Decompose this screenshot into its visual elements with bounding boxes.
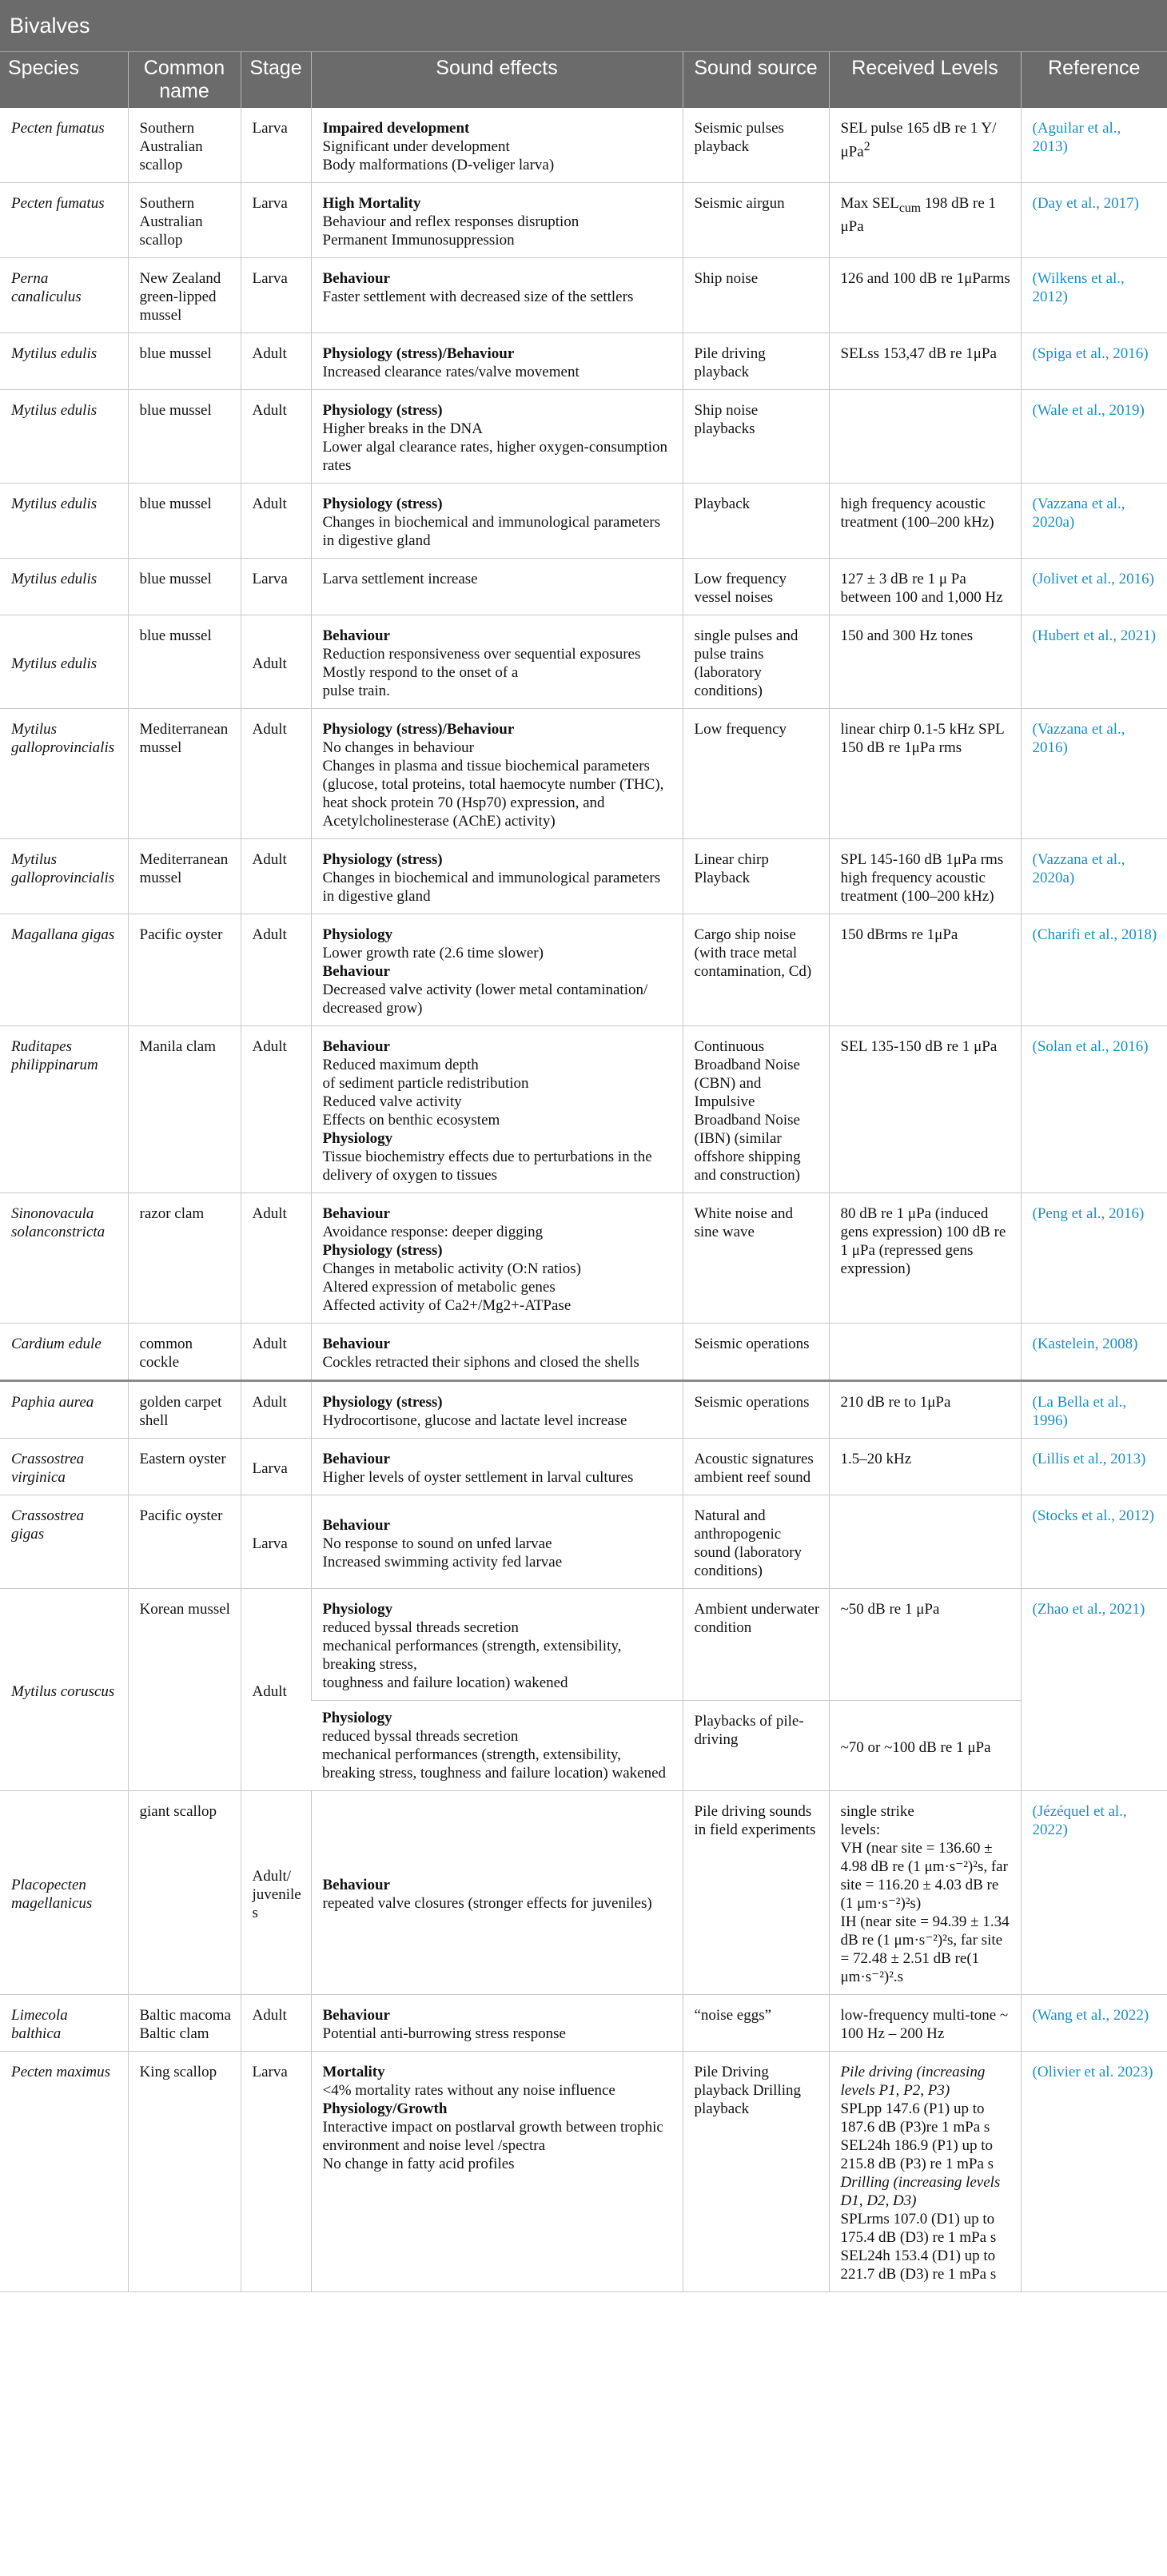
received-levels-cell-line: IH (near site = 94.39 ± 1.34 dB re (1 μm·s⁻²)²s, far site = 72.48 ± 2.51 dB re(1 μm·s⁻²)².s (840, 1913, 1010, 1985)
sound-effects-cell (311, 183, 683, 258)
species-cell: Mytilus coruscus (0, 1589, 128, 1791)
reference-link[interactable]: (Jolivet et al., 2016) (1021, 559, 1167, 615)
reference-link[interactable]: (Kastelein, 2008) (1021, 1324, 1167, 1381)
sound-effects-cell (311, 1381, 683, 1439)
sound-effects-cell-line: Physiology (322, 1710, 392, 1726)
common-name-cell: Pacific oyster (128, 1495, 241, 1589)
sound-effects-cell-line: Physiology/Growth (322, 2100, 448, 2117)
species-cell: Mytilus edulis (0, 559, 128, 615)
sound-effects-cell-line: Permanent Immunosuppression (322, 232, 515, 249)
sound-effects-cell (311, 1026, 683, 1193)
received-levels-cell: ~50 dB re 1 μPa (829, 1589, 1021, 1701)
stage-cell: Larva (241, 1439, 311, 1495)
sound-effects-cell-line: Behaviour (322, 1038, 390, 1055)
species-cell: Pecten maximus (0, 2052, 128, 2292)
sound-effects-cell-line: Physiology (stress) (322, 851, 443, 868)
sound-source-cell: Linear chirp Playback (683, 839, 829, 914)
stage-cell: Larva (241, 183, 311, 258)
sound-source-cell: Ship noise playbacks (683, 390, 829, 484)
sound-source-cell: “noise eggs” (683, 1995, 829, 2052)
received-levels-cell: SELss 153,47 dB re 1μPa (829, 333, 1021, 390)
common-name-cell: Mediterranean mussel (128, 709, 241, 839)
common-name-cell: Baltic macoma Baltic clam (128, 1995, 241, 2052)
common-name-cell: blue mussel (128, 559, 241, 615)
reference-link[interactable]: (La Bella et al., 1996) (1021, 1381, 1167, 1439)
sound-effects-cell-line: Physiology (stress) (322, 402, 443, 419)
sound-source-cell: Pile driving sounds in field experiments (683, 1791, 829, 1995)
table-row (0, 1381, 1167, 1439)
sound-source-cell: Pile driving playback (683, 333, 829, 390)
received-levels-cell (829, 1791, 1021, 1995)
sound-source-cell: single pulses and pulse trains (laboratory conditions) (683, 615, 829, 709)
sound-effects-cell-line: reduced byssal threads secretion (322, 1619, 519, 1636)
table-row (0, 1791, 1167, 1995)
sound-effects-cell-line: Physiology (322, 1601, 393, 1618)
received-levels-cell (829, 1495, 1021, 1589)
sound-effects-cell-line: repeated valve closures (stronger effects for juveniles) (322, 1895, 652, 1912)
sound-effects-cell-line: High Mortality (322, 195, 421, 212)
received-levels-cell: Max $SEL_{cum}$ 198 dB re 1 μPa (829, 183, 1021, 258)
reference-link[interactable]: (Olivier et al. 2023) (1021, 2052, 1167, 2292)
stage-cell: Adult (241, 1026, 311, 1193)
sound-effects-cell-line: Physiology (322, 1130, 393, 1147)
species-cell: Mytilus edulis (0, 615, 128, 709)
species-cell: Crassostrea gigas (0, 1495, 128, 1589)
common-name-cell: blue mussel (128, 390, 241, 484)
table-row (0, 1439, 1167, 1495)
received-levels-cell: 210 dB re to 1μPa (829, 1381, 1021, 1439)
sound-effects-cell-line: mechanical performances (strength, extensibility, breaking stress, toughness and failure location) wakened (322, 1746, 667, 1782)
table-row (0, 1995, 1167, 2052)
common-name-cell: giant scallop (128, 1791, 241, 1995)
table-row (0, 390, 1167, 484)
received-levels-cell: 80 dB re 1 μPa (induced gens expression) 100 dB re 1 μPa (repressed gens expression) (829, 1193, 1021, 1324)
received-levels-cell-line: single strike (840, 1803, 914, 1820)
sound-effects-cell (311, 559, 683, 615)
column-header: Stage (241, 52, 311, 109)
table-row (0, 615, 1167, 709)
sound-effects-cell (311, 1791, 683, 1995)
sound-effects-cell-line: Behaviour (322, 1516, 390, 1534)
sound-effects-cell-line: of sediment particle redistribution (322, 1075, 529, 1092)
sound-effects-cell (311, 2052, 683, 2292)
species-cell: Mytilus edulis (0, 484, 128, 559)
stage-cell: Adult/ juveniles (241, 1791, 311, 1995)
species-cell: Ruditapes philippinarum (0, 1026, 128, 1193)
sound-effects-cell-line: Potential anti-burrowing stress response (322, 2025, 566, 2042)
sound-effects-cell-line: Higher breaks in the DNA (322, 420, 484, 437)
received-levels-cell: 150 dBrms re 1μPa (829, 914, 1021, 1026)
species-cell: Mytilus galloprovincialis (0, 709, 128, 839)
sound-effects-cell-line: Changes in metabolic activity (O:N ratios) (322, 1260, 581, 1277)
sound-source-cell: Seismic airgun (683, 183, 829, 258)
received-levels-cell-line: levels: (840, 1822, 881, 1838)
sound-effects-cell-line: Decreased valve activity (lower metal contamination/ decreased grow) (322, 981, 648, 1017)
common-name-cell: Eastern oyster (128, 1439, 241, 1495)
received-levels-cell: 150 and 300 Hz tones (829, 615, 1021, 709)
sound-effects-cell-line: Behaviour (322, 1451, 390, 1467)
received-levels-cell: SEL 135-150 dB re 1 μPa (829, 1026, 1021, 1193)
stage-cell: Larva (241, 559, 311, 615)
reference-link[interactable]: (Solan et al., 2016) (1021, 1026, 1167, 1193)
bivalves-table (0, 51, 1167, 2292)
species-cell: Sinonovacula solanconstricta (0, 1193, 128, 1324)
stage-cell: Adult (241, 333, 311, 390)
common-name-cell: Mediterranean mussel (128, 839, 241, 914)
received-levels-cell-line: SEL24h 186.9 (P1) up to 215.8 dB (P3) re 1 mPa s (840, 2137, 994, 2172)
received-levels-cell-line: Drilling (increasing levels D1, D2, D3) (840, 2174, 1001, 2209)
table-row (0, 1495, 1167, 1589)
received-levels-cell: high frequency acoustic treatment (100–200 kHz) (829, 484, 1021, 559)
table-row (0, 2052, 1167, 2292)
sound-source-cell: Low frequency (683, 709, 829, 839)
received-levels-cell (829, 390, 1021, 484)
sound-source-cell: Playbacks of pile-driving (683, 1701, 829, 1791)
common-name-cell: Southern Australian scallop (128, 183, 241, 258)
sound-effects-cell-line: Behaviour (322, 270, 390, 287)
stage-cell: Adult (241, 390, 311, 484)
stage-cell: Adult (241, 839, 311, 914)
sound-effects-cell-line: Physiology (stress) (322, 496, 443, 512)
sound-effects-cell (311, 1193, 683, 1324)
sound-source-cell: Cargo ship noise (with trace metal contamination, Cd) (683, 914, 829, 1026)
table-row (0, 1589, 1167, 1701)
species-cell: Pecten fumatus (0, 108, 128, 183)
reference-link[interactable]: (Wang et al., 2022) (1021, 1995, 1167, 2052)
sound-effects-cell-line: mechanical performances (strength, extensibility, breaking stress, (322, 1638, 622, 1673)
table-row (0, 484, 1167, 559)
sound-effects-cell-line: Reduction responsiveness over sequential exposures (322, 646, 641, 663)
sound-effects-cell (311, 108, 683, 183)
table-row (0, 709, 1167, 839)
common-name-cell: Manila clam (128, 1026, 241, 1193)
reference-link[interactable]: (Day et al., 2017) (1021, 183, 1167, 258)
sound-source-cell: White noise and sine wave (683, 1193, 829, 1324)
table-row (0, 559, 1167, 615)
sound-effects-cell-line: Impaired development (322, 120, 470, 137)
table-title: Bivalves (0, 0, 1167, 51)
stage-cell: Adult (241, 1193, 311, 1324)
sound-effects-cell-line: Faster settlement with decreased size of the settlers (322, 289, 634, 305)
species-cell: Mytilus edulis (0, 390, 128, 484)
stage-cell: Adult (241, 484, 311, 559)
sound-source-cell: Pile Driving playback Drilling playback (683, 2052, 829, 2292)
reference-link[interactable]: (Spiga et al., 2016) (1021, 333, 1167, 390)
species-cell: Paphia aurea (0, 1381, 128, 1439)
sound-effects-cell-line: Reduced maximum depth (322, 1057, 479, 1073)
received-levels-cell-line: SPLrms 107.0 (D1) up to 175.4 dB (D3) re 1 mPa s (840, 2211, 997, 2246)
common-name-cell: blue mussel (128, 333, 241, 390)
column-header: Species (0, 52, 128, 109)
common-name-cell: New Zealand green-lipped mussel (128, 258, 241, 333)
table-row (0, 258, 1167, 333)
sound-effects-cell-line: Larva settlement increase (322, 571, 478, 587)
table-row (0, 914, 1167, 1026)
sound-effects-cell-line: toughness and failure location) wakened (322, 1674, 568, 1691)
common-name-cell: Korean mussel (128, 1589, 241, 1791)
received-levels-cell (829, 1324, 1021, 1381)
sound-effects-cell (311, 839, 683, 914)
table-row (0, 183, 1167, 258)
sound-effects-cell-line: Lower growth rate (2.6 time slower) (322, 945, 544, 962)
common-name-cell: blue mussel (128, 484, 241, 559)
species-cell: Mytilus edulis (0, 333, 128, 390)
sound-effects-cell-line: Behaviour (322, 627, 390, 644)
sound-source-cell: Natural and anthropogenic sound (laboratory conditions) (683, 1495, 829, 1589)
received-levels-cell: 1.5–20 kHz (829, 1439, 1021, 1495)
species-cell: Magallana gigas (0, 914, 128, 1026)
received-levels-cell: 127 ± 3 dB re 1 μ Pa between 100 and 1,000 Hz (829, 559, 1021, 615)
sound-effects-cell (311, 1324, 683, 1381)
sound-effects-cell (311, 1701, 683, 1791)
table-body (0, 108, 1167, 2292)
sound-effects-cell (311, 333, 683, 390)
reference-link[interactable]: (Zhao et al., 2021) (1021, 1589, 1167, 1791)
sound-effects-cell-line: reduced byssal threads secretion (322, 1728, 519, 1745)
sound-effects-cell-line: No response to sound on unfed larvae (322, 1535, 552, 1552)
sound-effects-cell-line: Hydrocortisone, glucose and lactate level increase (322, 1412, 627, 1429)
stage-cell: Adult (241, 1324, 311, 1381)
sound-effects-cell-line: No change in fatty acid profiles (322, 2156, 515, 2172)
sound-effects-cell-line: Behaviour (322, 1205, 390, 1222)
species-cell: Limecola balthica (0, 1995, 128, 2052)
sound-effects-cell (311, 1995, 683, 2052)
sound-effects-cell-line: Affected activity of Ca2+/Mg2+-ATPase (322, 1297, 572, 1314)
header-row (0, 52, 1167, 109)
table-header (0, 52, 1167, 109)
sound-source-cell: Playback (683, 484, 829, 559)
reference-link[interactable]: (Lillis et al., 2013) (1021, 1439, 1167, 1495)
sound-source-cell: Ambient underwater condition (683, 1589, 829, 1701)
sound-effects-cell-line: No changes in behaviour (322, 739, 474, 756)
species-cell: Perna canaliculus (0, 258, 128, 333)
reference-link[interactable]: (Wilkens et al., 2012) (1021, 258, 1167, 333)
stage-cell: Adult (241, 709, 311, 839)
received-levels-cell: linear chirp 0.1-5 kHz SPL 150 dB re 1μPa rms (829, 709, 1021, 839)
reference-link[interactable]: (Hubert et al., 2021) (1021, 615, 1167, 709)
sound-source-cell: Ship noise (683, 258, 829, 333)
sound-effects-cell-line: Lower algal clearance rates, higher oxygen-consumption rates (322, 439, 668, 474)
reference-link[interactable]: (Vazzana et al., 2020a) (1021, 839, 1167, 914)
table-row (0, 839, 1167, 914)
sound-effects-cell-line: Changes in plasma and tissue biochemical parameters (glucose, total proteins, total haemocyte number (THC), heat shock protein 70 (Hsp70) expression, and Acetylcholinesterase (AChE) activity) (322, 758, 664, 830)
species-cell: Cardium edule (0, 1324, 128, 1381)
received-levels-cell-line: VH (near site = 136.60 ± 4.98 dB re (1 μm·s⁻²)²s, far site = 116.20 ± 4.03 dB re (1 μm·s⁻²)²s) (840, 1840, 1008, 1912)
sound-effects-cell (311, 1439, 683, 1495)
common-name-cell: Pacific oyster (128, 914, 241, 1026)
table-row (0, 108, 1167, 183)
sound-effects-cell-line: Mostly respond to the onset of a (322, 664, 519, 681)
stage-cell: Adult (241, 1589, 311, 1791)
sound-source-cell: Acoustic signatures ambient reef sound (683, 1439, 829, 1495)
species-cell: Crassostrea virginica (0, 1439, 128, 1495)
reference-link[interactable]: (Wale et al., 2019) (1021, 390, 1167, 484)
species-cell: Mytilus galloprovincialis (0, 839, 128, 914)
column-header: Common name (128, 52, 241, 109)
table-row (0, 1026, 1167, 1193)
sound-effects-cell (311, 914, 683, 1026)
reference-link[interactable]: (Stocks et al., 2012) (1021, 1495, 1167, 1589)
sound-effects-cell-line: Behaviour (322, 1336, 390, 1352)
reference-link[interactable]: (Vazzana et al., 2016) (1021, 709, 1167, 839)
reference-link[interactable]: (Charifi et al., 2018) (1021, 914, 1167, 1026)
stage-cell: Adult (241, 1381, 311, 1439)
sound-effects-cell-line: Physiology (stress)/Behaviour (322, 721, 515, 738)
column-header: Reference (1021, 52, 1167, 109)
sound-effects-cell-line: Physiology (stress) (322, 1394, 443, 1411)
sound-source-cell: Low frequency vessel noises (683, 559, 829, 615)
sound-effects-cell-line: Reduced valve activity (322, 1093, 462, 1110)
sound-effects-cell-line: Higher levels of oyster settlement in larval cultures (322, 1469, 634, 1486)
received-levels-cell: SEL pulse 165 dB re 1 Y/ μPa$^2$ (829, 108, 1021, 183)
received-levels-cell-line: SEL24h 153.4 (D1) up to 221.7 dB (D3) re 1 mPa s (840, 2248, 997, 2283)
sound-source-cell: Continuous Broadband Noise (CBN) and Impulsive Broadband Noise (IBN) (similar offshore shipping and construction) (683, 1026, 829, 1193)
table-row (0, 1324, 1167, 1381)
sound-effects-cell-line: Changes in biochemical and immunological parameters in digestive gland (322, 514, 661, 549)
received-levels-cell: ~70 or ~100 dB re 1 μPa (829, 1701, 1021, 1791)
column-header: Sound source (683, 52, 829, 109)
species-cell: Pecten fumatus (0, 183, 128, 258)
received-levels-cell (829, 2052, 1021, 2292)
sound-effects-cell-line: Physiology (stress)/Behaviour (322, 345, 515, 362)
common-name-cell: blue mussel (128, 615, 241, 709)
received-levels-cell: SPL 145-160 dB 1μPa rms high frequency acoustic treatment (100–200 kHz) (829, 839, 1021, 914)
sound-effects-cell-line: pulse train. (322, 683, 390, 699)
sound-source-cell: Seismic operations (683, 1381, 829, 1439)
common-name-cell: golden carpet shell (128, 1381, 241, 1439)
sound-effects-cell-line: <4% mortality rates without any noise influence (322, 2082, 615, 2099)
stage-cell: Larva (241, 108, 311, 183)
reference-link[interactable]: (Vazzana et al., 2020a) (1021, 484, 1167, 559)
sound-effects-cell-line: Behaviour (322, 963, 390, 980)
sound-effects-cell (311, 709, 683, 839)
sound-effects-cell-line: Changes in biochemical and immunological parameters in digestive gland (322, 870, 661, 905)
sound-effects-cell-line: Physiology (322, 926, 393, 943)
received-levels-cell-line: Pile driving (increasing levels P1, P2, P3) (840, 2064, 986, 2099)
sound-effects-cell (311, 1495, 683, 1589)
species-cell: Placopecten magellanicus (0, 1791, 128, 1995)
sound-effects-cell-line: Body malformations (D-veliger larva) (322, 157, 555, 173)
received-levels-cell: 126 and 100 dB re 1μParms (829, 258, 1021, 333)
sound-effects-cell-line: Altered expression of metabolic genes (322, 1279, 556, 1296)
sound-effects-cell-line: Behaviour and reflex responses disruption (322, 213, 580, 230)
sound-source-cell: Seismic operations (683, 1324, 829, 1381)
sound-source-cell: Seismic pulses playback (683, 108, 829, 183)
sound-effects-cell (311, 484, 683, 559)
table-row (0, 333, 1167, 390)
sound-effects-cell-line: Mortality (322, 2064, 385, 2080)
sound-effects-cell (311, 258, 683, 333)
stage-cell: Larva (241, 258, 311, 333)
stage-cell: Adult (241, 1995, 311, 2052)
common-name-cell: Southern Australian scallop (128, 108, 241, 183)
sound-effects-cell (311, 615, 683, 709)
sound-effects-cell-line: Behaviour (322, 2007, 390, 2024)
sound-effects-cell-line: Increased swimming activity fed larvae (322, 1553, 563, 1571)
sound-effects-cell-line: Behaviour (322, 1877, 390, 1893)
stage-cell: Larva (241, 2052, 311, 2292)
sound-effects-cell-line: Effects on benthic ecosystem (322, 1112, 500, 1129)
sound-effects-cell-line: Avoidance response: deeper digging (322, 1224, 544, 1240)
sound-effects-cell-line: Significant under development (322, 138, 510, 155)
common-name-cell: razor clam (128, 1193, 241, 1324)
table-row (0, 1193, 1167, 1324)
common-name-cell: common cockle (128, 1324, 241, 1381)
sound-effects-cell-line: Increased clearance rates/valve movement (322, 364, 580, 380)
stage-cell: Larva (241, 1495, 311, 1589)
received-levels-cell: low-frequency multi-tone ~ 100 Hz – 200 Hz (829, 1995, 1021, 2052)
sound-effects-cell-line: Cockles retracted their siphons and closed the shells (322, 1354, 639, 1371)
reference-link[interactable]: (Jézéquel et al., 2022) (1021, 1791, 1167, 1995)
column-header: Received Levels (829, 52, 1021, 109)
sound-effects-cell (311, 1589, 683, 1701)
received-levels-cell-line: SPLpp 147.6 (P1) up to 187.6 dB (P3)re 1 mPa s (840, 2100, 990, 2136)
stage-cell: Adult (241, 914, 311, 1026)
stage-cell: Adult (241, 615, 311, 709)
sound-effects-cell (311, 390, 683, 484)
sound-effects-cell-line: Physiology (stress) (322, 1242, 443, 1259)
reference-link[interactable]: (Peng et al., 2016) (1021, 1193, 1167, 1324)
common-name-cell: King scallop (128, 2052, 241, 2292)
reference-link[interactable]: (Aguilar et al., 2013) (1021, 108, 1167, 183)
sound-effects-cell-line: Tissue biochemistry effects due to perturbations in the delivery of oxygen to tissues (322, 1149, 652, 1184)
sound-effects-cell-line: Interactive impact on postlarval growth between trophic environment and noise level /spectra (322, 2119, 663, 2154)
column-header: Sound effects (311, 52, 683, 109)
